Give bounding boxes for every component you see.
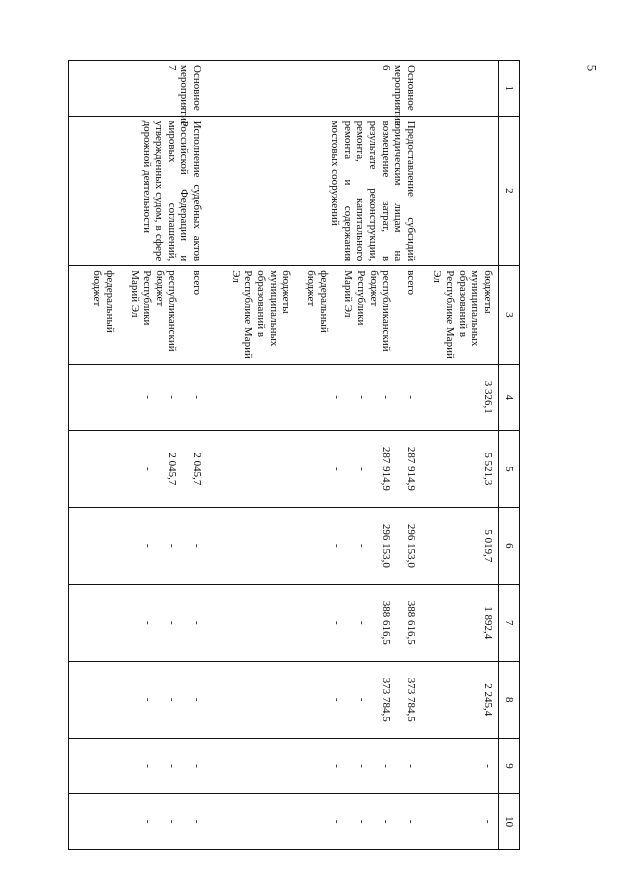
header-col-6: 6	[499, 507, 520, 584]
value: -	[166, 620, 179, 625]
header-col-7: 7	[499, 584, 520, 661]
value: -	[355, 697, 368, 702]
cell-measure-title: Основное мероприятие 6	[207, 61, 421, 117]
cell-col9: -	[421, 738, 499, 794]
source-federal-budget: федеральный бюджет	[304, 270, 330, 333]
cell-col8	[207, 661, 421, 738]
cell-col7	[207, 584, 421, 661]
value: 296 153,0	[404, 523, 417, 568]
source-republic-budget: республиканский бюджет Республики Марий Эл	[342, 270, 393, 352]
value: -	[166, 764, 179, 768]
value: -	[191, 543, 204, 548]
header-col-1: 1	[499, 61, 520, 117]
value: 373 784,5	[404, 677, 417, 722]
budget-table	[68, 60, 520, 850]
value: -	[166, 395, 179, 400]
source-total: всего	[191, 270, 204, 296]
value: -	[141, 543, 154, 548]
value: -	[404, 819, 417, 824]
source-total: всего	[404, 270, 417, 296]
cell-col5	[68, 430, 207, 507]
value: -	[404, 764, 417, 768]
value: -	[330, 620, 343, 625]
value: -	[141, 467, 154, 471]
table-row-measure-7	[68, 61, 207, 850]
value: -	[330, 697, 343, 702]
cell-source-list	[68, 266, 207, 364]
cell-col4	[68, 364, 207, 430]
value: -	[330, 764, 343, 768]
value: -	[355, 395, 368, 400]
value: 287 914,9	[380, 446, 393, 491]
page-number: 5	[583, 64, 599, 72]
cell-col8	[68, 661, 207, 738]
value: 2 045,7	[191, 452, 204, 486]
cell-col10	[68, 794, 207, 850]
value: -	[166, 543, 179, 548]
cell-col9	[68, 738, 207, 794]
header-col-5: 5	[499, 430, 520, 507]
header-col-4: 4	[499, 364, 520, 430]
value: -	[355, 543, 368, 548]
value: -	[191, 697, 204, 702]
cell-col9	[207, 738, 421, 794]
value: -	[355, 467, 368, 471]
value: -	[380, 395, 393, 400]
value: -	[141, 764, 154, 768]
value: -	[141, 819, 154, 824]
value: -	[380, 819, 393, 824]
value: -	[355, 764, 368, 768]
value: 2 045,7	[166, 452, 179, 486]
cell-col6: 5 019,7	[421, 507, 499, 584]
value: 388 616,5	[380, 600, 393, 645]
cell-col7: 1 892,4	[421, 584, 499, 661]
value: -	[404, 395, 417, 400]
value: 287 914,9	[404, 446, 417, 491]
value: -	[330, 467, 343, 471]
cell-col7	[68, 584, 207, 661]
cell-col5: 5 521,3	[421, 430, 499, 507]
cell-source-list	[207, 266, 421, 364]
value: -	[141, 620, 154, 625]
source-municipal-budgets: бюджеты муниципальных образований в Республике Марий Эл	[229, 270, 293, 359]
cell-col5	[207, 430, 421, 507]
cell-col2	[421, 116, 499, 266]
header-col-2: 2	[499, 116, 520, 266]
value: 388 616,5	[404, 600, 417, 645]
cell-col3: бюджеты муниципальных образований в Республике Марий Эл	[421, 266, 499, 364]
cell-col4	[207, 364, 421, 430]
table-row-measure-6	[207, 61, 421, 850]
value: -	[191, 620, 204, 625]
value: 373 784,5	[380, 677, 393, 722]
table-row-continuation	[421, 61, 499, 850]
value: -	[330, 819, 343, 824]
cell-measure-description: Предоставление субсидий юридическим лицам на возмещение затрат, в результате реконструкции, ремонта, капитального ремонта и содержания мостовых сооружений	[207, 116, 421, 266]
header-col-3: 3	[499, 266, 520, 364]
cell-col10	[207, 794, 421, 850]
value: 296 153,0	[380, 523, 393, 568]
cell-measure-description: Исполнение судебных актов Российской Федерации и мировых соглашений, утвержденных судом, в сфере дорожной деятельности	[68, 116, 207, 266]
value: -	[166, 697, 179, 702]
header-col-10: 10	[499, 794, 520, 850]
cell-col1	[421, 61, 499, 117]
value: -	[380, 764, 393, 768]
cell-col10: -	[421, 794, 499, 850]
value: -	[141, 395, 154, 400]
header-row	[499, 61, 520, 850]
cell-col6	[68, 507, 207, 584]
value: -	[330, 395, 343, 400]
cell-col8: 2 245,4	[421, 661, 499, 738]
value: -	[141, 697, 154, 702]
rotated-table-container	[91, 60, 520, 850]
value: -	[330, 543, 343, 548]
source-federal-budget: федеральный бюджет	[91, 270, 116, 333]
header-col-9: 9	[499, 738, 520, 794]
value: -	[355, 819, 368, 824]
value: -	[355, 620, 368, 625]
cell-measure-title: Основное мероприятие 7	[68, 61, 207, 117]
value: -	[191, 764, 204, 768]
cell-col4: 3 326,1	[421, 364, 499, 430]
header-col-8: 8	[499, 661, 520, 738]
cell-col6	[207, 507, 421, 584]
source-republic-budget: республиканский бюджет Республики Марий Эл	[128, 270, 179, 352]
value: -	[166, 819, 179, 824]
value: -	[191, 819, 204, 824]
value: -	[191, 395, 204, 400]
